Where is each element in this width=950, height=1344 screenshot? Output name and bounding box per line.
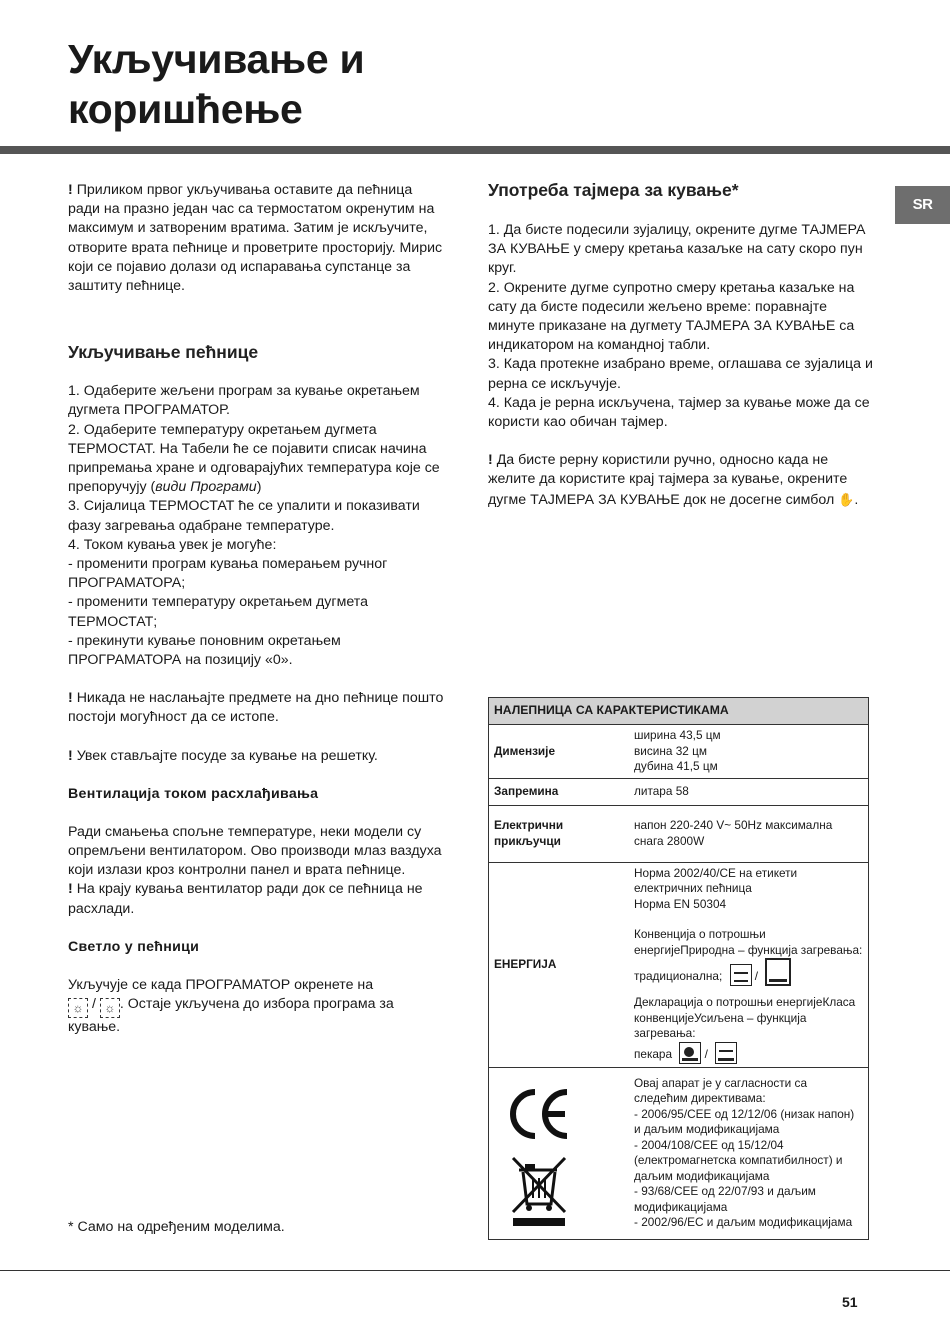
- warning-bottom: ! Никада не наслањајте предмете на дно пећнице пошто постоји могућност да се истопе.: [68, 690, 444, 726]
- right-column: [488, 179, 873, 510]
- language-tab: SR: [895, 186, 950, 224]
- step-1: 1. Одаберите жељени програм за кување окретањем дугмета ПРОГРАМАТОР.: [68, 383, 420, 419]
- lamp-fan-icon: ☼: [100, 998, 120, 1018]
- traditional-heating-icon: [730, 964, 752, 986]
- ventilation-text: Ради смањења спољне температуре, неки модели су опремљени вентилатором. Ово производи млаз ваздуха који излази кроз контролни панел и врата пећнице.: [68, 823, 442, 879]
- left-column: [68, 181, 446, 1037]
- footnote: * Само на одређеним моделима.: [68, 1219, 285, 1235]
- static-oven-icon: [765, 958, 791, 986]
- energy-value: Норма 2002/40/CE на етикети електричних пећница Норма EN 50304 Конвенција о потрошњи енергијеПриродна – функција загревања: традиционална; / Декларација о потрошњи енергијеКласа конвенцијеУсиљена – функција загревања: пекара /: [629, 862, 869, 1067]
- step-4a: - променити програм кувања померањем ручног ПРОГРАМАТОРА;: [68, 556, 388, 592]
- section-ventilation-title: Вентилација током расхлађивања: [68, 785, 319, 802]
- page-number: 51: [842, 1294, 858, 1310]
- compliance-text: Овај апарат је у сагласности са следећим директивама: - 2006/95/CEE од 12/12/06 (низак напон) и даљим модификацијама - 2004/108/CEE од 15/12/04 (електромагнетска компатибилност) и даљим модификацијама - 93/68/CEE од 22/07/93 и даљим модификацијама - 2002/96/EC и даљим модификацијама: [629, 1067, 869, 1239]
- top-rule: [0, 146, 950, 154]
- electrical-label: Електрични прикључци: [489, 805, 630, 862]
- dimensions-label: Димензије: [489, 725, 630, 779]
- step-2: 2. Одаберите температуру окретањем дугмета ТЕРМОСТАТ. На Табели ће се појавити списак начина припремања хране и одговарајућих температура које се препоручују (види Програми): [68, 421, 440, 496]
- timer-warning: ! Да бисте рерну користили ручно, односно када не желите да користите крај тајмера за кување, окрените дугме ТАЈМЕРА ЗА КУВАЊЕ док не досегне симбол ✋.: [488, 452, 859, 508]
- volume-value: литара 58: [629, 778, 869, 805]
- specs-table: [488, 697, 869, 1240]
- step-3: 3. Сијалица ТЕРМОСТАТ ће се упалити и показивати фазу загревања одабране температуре.: [68, 498, 420, 534]
- step-4b: - променити температуру окретањем дугмета ТЕРМОСТАТ;: [68, 594, 368, 630]
- certification-logos: [489, 1067, 630, 1239]
- bakery-icon: [715, 1042, 737, 1064]
- timer-step-4: 4. Када је рерна искључена, тајмер за кување може да се користи као обичан тајмер.: [488, 394, 870, 431]
- table-row: [489, 1067, 869, 1239]
- page-title: [68, 34, 364, 134]
- ce-mark-icon: [505, 1086, 571, 1142]
- warning-rack: ! Увек стављајте посуде за кување на решетку.: [68, 747, 378, 764]
- dimensions-value: ширина 43,5 цм висина 32 цм дубина 41,5 цм: [629, 725, 869, 779]
- page-title-line-1: Укључивање и: [68, 36, 365, 82]
- intro-paragraph: ! Приликом првог укључивања оставите да пећница ради на празно један час са термостатом окренутим на максимум и затвореним вратима. Затим је искључите, отворите врата пећнице и проветрите просторију. Мирис који се појавио долази од испаравања супстанце за заштиту пећнице.: [68, 182, 443, 295]
- hand-icon: ✋: [838, 491, 855, 507]
- section-turn-on-title: Укључивање пећнице: [68, 342, 259, 363]
- warning-mark: !: [68, 182, 73, 198]
- electrical-value: напон 220-240 V~ 50Hz максимална снага 2800W: [629, 805, 869, 862]
- timer-step-1: 1. Да бисте подесили зујалицу, окрените дугме ТАЈМЕРА ЗА КУВАЊЕ у смеру кретања казаљке на сату скоро пун круг.: [488, 222, 866, 277]
- weee-bin-icon: [511, 1156, 571, 1228]
- timer-step-3: 3. Када протекне изабрано време, оглашава се зујалица и рерна се искључује.: [488, 356, 873, 392]
- table-row: [489, 805, 869, 862]
- table-row: [489, 778, 869, 805]
- section-timer-title: Употреба тајмера за кување*: [488, 180, 739, 200]
- step-4: 4. Током кувања увек је могуће:: [68, 536, 277, 553]
- specs-table-header: НАЛЕПНИЦА СА КАРАКТЕРИСТИКАМА: [489, 698, 869, 725]
- bottom-rule: [0, 1270, 950, 1271]
- forced-air-icon: [679, 1042, 701, 1064]
- energy-label: ЕНЕРГИЈА: [489, 862, 630, 1067]
- volume-label: Запремина: [489, 778, 630, 805]
- page-title-line-2: коришћење: [68, 86, 303, 132]
- section-light-title: Светло у пећници: [68, 938, 200, 955]
- table-row: [489, 862, 869, 1067]
- ventilation-warning: ! На крају кувања вентилатор ради док се пећница не расхлади.: [68, 881, 423, 917]
- lamp-icon: ☼: [68, 998, 88, 1018]
- step-4c: - прекинути кување поновним окретањем ПРОГРАМАТОРА на позицију «0».: [68, 632, 341, 669]
- table-row: [489, 725, 869, 779]
- light-text: Укључује се када ПРОГРАМАТОР окренете на ☼ / ☼ . Остаје укључена до избора програма за кување.: [68, 976, 394, 1036]
- timer-step-2: 2. Окрените дугме супротно смеру кретања казаљке на сату да бисте подесили жељено време: поравнајте минуте приказане на дугмету ТАЈМЕРА ЗА КУВАЊЕ са индикатором на командној табли.: [488, 279, 855, 354]
